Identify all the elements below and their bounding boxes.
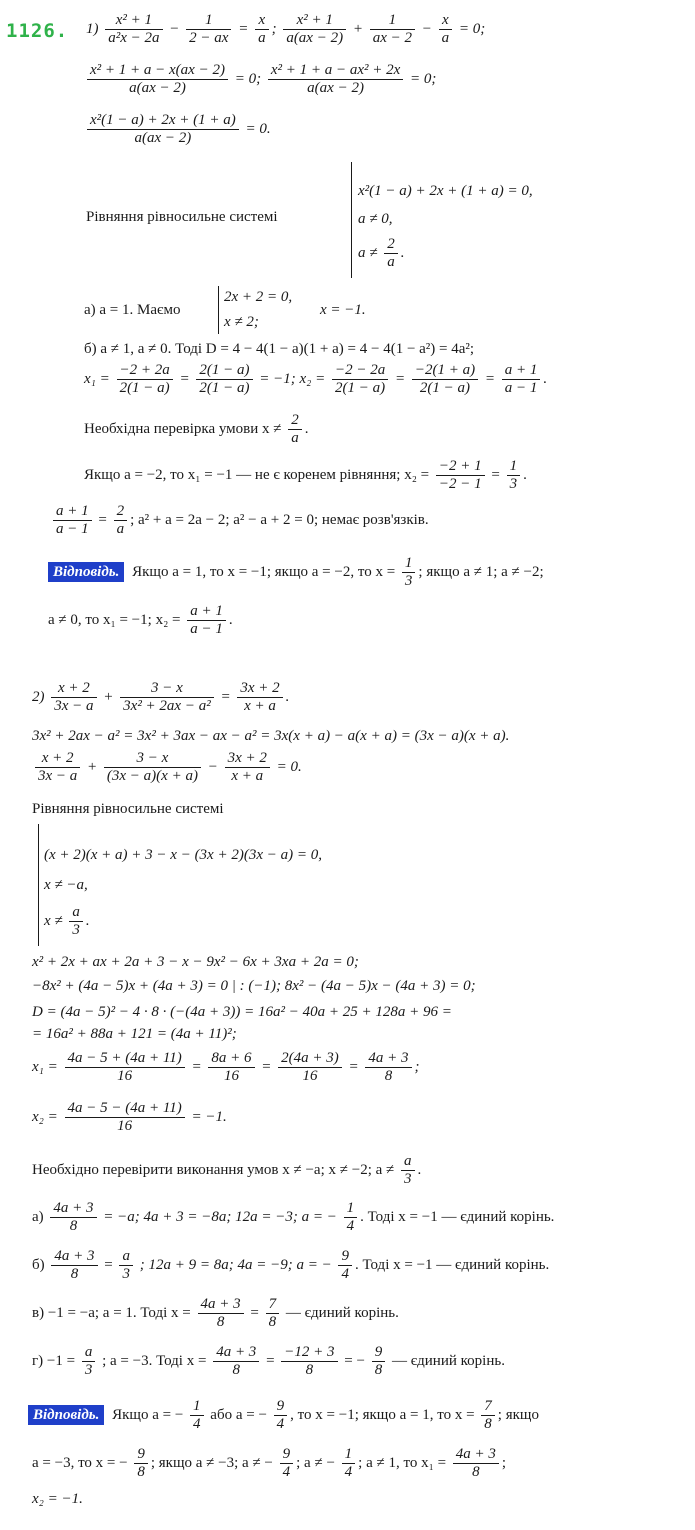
fraction: $\frac{9}{4}$ <box>274 1398 288 1433</box>
p2-sys2: x ≠ −a, <box>44 877 88 893</box>
p1-case-b: б) a ≠ 1, a ≠ 0. Тоді D = 4 − 4(1 − a)(1 + a) = 4 − 4(1 − a²) = 4a²; <box>84 341 475 357</box>
p2-case-b: б) $\frac{4a + 3}{8}$ = $\frac{a}{3}$ ; 12a + 9 = 8a; 4a = −9; a = − $\frac{9}{4}$ . Тоді x = −1 — єдиний корінь. <box>32 1248 550 1282</box>
p2-case-v: в) −1 = −a; a = 1. Тоді x = $\frac{4a + 3}{8}$ = $\frac{7}{8}$ — єдиний корінь. <box>32 1296 399 1330</box>
fraction: $\frac{-2(1 + a)}{2(1 - a)}$ <box>412 362 478 397</box>
fraction: $\frac{x + 2}{3x - a}$ <box>35 750 80 785</box>
fraction: $\frac{3 - x}{\text{3x² + 2ax − a²}}$ <box>120 680 214 715</box>
fraction: $\frac{a}{3}$ <box>82 1344 96 1379</box>
p1-roots: x₁ = $\frac{-2 + 2a}{2(1 - a)}$ = $\frac{2(1 - a)}{2(1 - a)}$ = −1; x₂ = $\frac{-2 - 2a}{2(1 - a)}$ = $\frac{-2(1 + a)}{2(1 - a)}$ = $\frac{a + 1}{a - 1}$ . <box>84 362 548 396</box>
system-brace <box>38 824 39 946</box>
fraction: $\frac{3 - x}{(3x - a)(x + a)}$ <box>104 750 201 785</box>
fraction: $\frac{3x + 2}{x + a}$ <box>225 750 270 785</box>
p1-answer-line2: a ≠ 0, то x₁ = −1; x₂ = $\frac{a + 1}{a - 1}$ . <box>48 603 233 637</box>
p2-line3: $\frac{x + 2}{3x - a}$ + $\frac{3 - x}{(3x - a)(x + a)}$ − $\frac{3x + 2}{x + a}$ = 0. <box>32 750 302 785</box>
p2-line1: 2) $\frac{x + 2}{3x - a}$ + $\frac{3 - x}{\text{3x² + 2ax − a²}}$ = $\frac{3x + 2}{x + a}$ . <box>32 680 290 714</box>
fraction: $\frac{-2 - 2a}{2(1 - a)}$ <box>332 362 388 397</box>
fraction: $\frac{1}{2 - ax}$ <box>186 12 231 47</box>
fraction: $\frac{2}{a}$ <box>288 412 302 447</box>
p1-line3: $\frac{\text{x²(1 − a) + 2x + (1 + a)}}{a(ax - 2)}$ = 0. <box>84 112 271 147</box>
p2-x1: x₁ = $\frac{4a - 5 + (4a + 11)}{16}$ = $\frac{8a + 6}{16}$ = $\frac{2(4a + 3)}{16}$ = $\frac{4a + 3}{8}$ ; <box>32 1050 420 1084</box>
fraction: $\frac{-12 + 3}{8}$ <box>281 1344 337 1379</box>
fraction: $\frac{1}{3}$ <box>402 555 416 590</box>
fraction: $\frac{4a + 3}{8}$ <box>50 1200 96 1235</box>
fraction: $\frac{x}{a}$ <box>255 12 269 47</box>
p1-line2: $\frac{\text{x² + 1 + a − x(ax − 2)}}{a(ax - 2)}$ = 0; $\frac{\text{x² + 1 + a − ax² + 2x}}{a(ax - 2)}$ = 0; <box>84 62 436 97</box>
p1-case-a-label: а) a = 1. Маємо <box>84 302 181 318</box>
fraction: $\frac{1}{4}$ <box>342 1446 356 1481</box>
p1-sys1: x²(1 − a) + 2x + (1 + a) = 0, <box>358 183 533 199</box>
fraction: $\frac{4a + 3}{8}$ <box>213 1344 259 1379</box>
p1-sys3: a ≠ $\frac{2}{a}$ . <box>358 236 405 270</box>
p2-line4: x² + 2x + ax + 2a + 3 − x − 9x² − 6x + 3xa + 2a = 0; <box>32 954 359 970</box>
fraction: $\frac{\text{x² + 1}}{\text{a²x − 2a}}$ <box>105 12 162 47</box>
p2-sys3: x ≠ $\frac{a}{3}$ . <box>44 904 90 938</box>
answer-badge: Відповідь. <box>28 1405 104 1425</box>
fraction: $\frac{\text{x² + 1 + a − x(ax − 2)}}{a(ax - 2)}$ <box>87 62 228 97</box>
fraction: $\frac{9}{4}$ <box>338 1248 352 1283</box>
fraction: $\frac{1}{4}$ <box>344 1200 358 1235</box>
fraction: $\frac{a + 1}{a - 1}$ <box>502 362 541 397</box>
p2-case-a: а) $\frac{4a + 3}{8}$ = −a; 4a + 3 = −8a; 12a = −3; a = − $\frac{1}{4}$ . Тоді x = −1 — єдиний корінь. <box>32 1200 555 1234</box>
fraction: $\frac{a + 1}{a - 1}$ <box>187 603 226 638</box>
system-brace <box>218 286 219 334</box>
fraction: $\frac{-2 + 1}{-2 - 1}$ <box>436 458 485 493</box>
p2-line5: −8x² + (4a − 5)x + (4a + 3) = 0 | : (−1); 8x² − (4a − 5)x − (4a + 3) = 0; <box>32 978 476 994</box>
fraction: $\frac{x}{a}$ <box>439 12 453 47</box>
answer-badge: Відповідь. <box>48 562 124 582</box>
fraction: $\frac{2(4a + 3)}{16}$ <box>278 1050 342 1085</box>
fraction: $\frac{\text{x² + 1 + a − ax² + 2x}}{a(ax - 2)}$ <box>268 62 403 97</box>
p2-line7: = 16a² + 88a + 121 = (4a + 11)²; <box>32 1026 237 1042</box>
fraction: $\frac{2(1 - a)}{2(1 - a)}$ <box>196 362 252 397</box>
fraction: $\frac{a}{3}$ <box>119 1248 133 1283</box>
fraction: $\frac{a + 1}{a - 1}$ <box>53 503 92 538</box>
fraction: $\frac{4a + 3}{8}$ <box>51 1248 97 1283</box>
fraction: $\frac{4a + 3}{8}$ <box>198 1296 244 1331</box>
p2-x2: x₂ = $\frac{4a - 5 - (4a + 11)}{16}$ = −1. <box>32 1100 227 1134</box>
fraction: $\frac{a}{3}$ <box>401 1153 415 1188</box>
p1-case-a-result: x = −1. <box>320 302 366 318</box>
fraction: $\frac{1}{4}$ <box>190 1398 204 1433</box>
p1-case-a-s1: 2x + 2 = 0, <box>224 289 293 305</box>
p1-no-solution: $\frac{a + 1}{a - 1}$ = $\frac{2}{a}$ ; a² + a = 2a − 2; a² − a + 2 = 0; немає розв'язків. <box>50 503 429 538</box>
fraction: $\frac{4a - 5 - (4a + 11)}{16}$ <box>65 1100 185 1135</box>
fraction: $\frac{9}{4}$ <box>280 1446 294 1481</box>
fraction: $\frac{9}{8}$ <box>134 1446 148 1481</box>
p1-case-a-s2: x ≠ 2; <box>224 314 259 330</box>
p2-line6: D = (4a − 5)² − 4 · 8 · (−(4a + 3)) = 16a² − 40a + 25 + 128a + 96 = <box>32 1004 452 1020</box>
p2-case-g: г) −1 = $\frac{a}{3}$ ; a = −3. Тоді x = $\frac{4a + 3}{8}$ = $\frac{-12 + 3}{8}$ = − $\frac{9}{8}$ — єдиний корінь. <box>32 1344 505 1378</box>
fraction: $\frac{\text{x² + 1}}{a(ax - 2)}$ <box>283 12 346 47</box>
fraction: $\frac{7}{8}$ <box>266 1296 280 1331</box>
p2-answer-line1: Відповідь. Якщо a = − $\frac{1}{4}$ або a = − $\frac{9}{4}$ , то x = −1; якщо a = 1, то x = $\frac{7}{8}$ ; якщо <box>28 1398 539 1433</box>
fraction: $\frac{x + 2}{3x - a}$ <box>51 680 96 715</box>
p1-line1: 1) $\frac{\text{x² + 1}}{\text{a²x − 2a}}$ − $\frac{1}{2 - ax}$ = $\frac{x}{a}$ ; $\frac{\text{x² + 1}}{a(ax - 2)}$ + $\frac{1}{ax - 2}$ − $\frac{x}{a}$ = 0; <box>86 12 486 46</box>
system-brace <box>351 162 352 278</box>
fraction: $\frac{1}{3}$ <box>507 458 521 493</box>
fraction: $\frac{7}{8}$ <box>481 1398 495 1433</box>
p1-system-label: Рівняння рівносильне системі <box>86 209 278 225</box>
p2-check: Необхідно перевірити виконання умов x ≠ −a; x ≠ −2; a ≠ $\frac{a}{3}$ . <box>32 1153 422 1187</box>
p1-check: Необхідна перевірка умови x ≠ $\frac{2}{a}$ . <box>84 412 309 446</box>
fraction: $\frac{-2 + 2a}{2(1 - a)}$ <box>117 362 173 397</box>
fraction: $\frac{4a - 5 + (4a + 11)}{16}$ <box>65 1050 185 1085</box>
p2-answer-line2: a = −3, то x = − $\frac{9}{8}$ ; якщо a ≠ −3; a ≠ − $\frac{9}{4}$ ; a ≠ − $\frac{1}{4}$ ; a ≠ 1, то x₁ = $\frac{4a + 3}{8}$ ; <box>32 1446 507 1480</box>
p1-if-a-minus-2: Якщо a = −2, то x₁ = −1 — не є коренем рівняння; x₂ = $\frac{-2 + 1}{-2 - 1}$ = $\frac{1}{3}$ . <box>84 458 527 492</box>
p2-system-label: Рівняння рівносильне системі <box>32 801 224 817</box>
fraction: $\frac{2}{a}$ <box>114 503 128 538</box>
p1-sys2: a ≠ 0, <box>358 211 393 227</box>
p2-answer-line3: x₂ = −1. <box>32 1491 83 1507</box>
fraction: $\frac{\text{x²(1 − a) + 2x + (1 + a)}}{a(ax - 2)}$ <box>87 112 239 147</box>
fraction: $\frac{3x + 2}{x + a}$ <box>237 680 282 715</box>
fraction: $\frac{a}{3}$ <box>69 904 83 939</box>
fraction: $\frac{9}{8}$ <box>372 1344 386 1379</box>
problem-number: 1126. <box>6 20 69 42</box>
fraction: $\frac{2}{a}$ <box>384 236 398 271</box>
fraction: $\frac{4a + 3}{8}$ <box>365 1050 411 1085</box>
p2-line2: 3x² + 2ax − a² = 3x² + 3ax − ax − a² = 3x(x + a) − a(x + a) = (3x − a)(x + a). <box>32 728 510 744</box>
fraction: $\frac{4a + 3}{8}$ <box>453 1446 499 1481</box>
p2-sys1: (x + 2)(x + a) + 3 − x − (3x + 2)(3x − a) = 0, <box>44 847 322 863</box>
fraction: $\frac{8a + 6}{16}$ <box>208 1050 254 1085</box>
fraction: $\frac{1}{ax - 2}$ <box>370 12 415 47</box>
p1-answer-line1: Відповідь. Якщо a = 1, то x = −1; якщо a = −2, то x = $\frac{1}{3}$ ; якщо a ≠ 1; a ≠ −2; <box>48 555 544 590</box>
